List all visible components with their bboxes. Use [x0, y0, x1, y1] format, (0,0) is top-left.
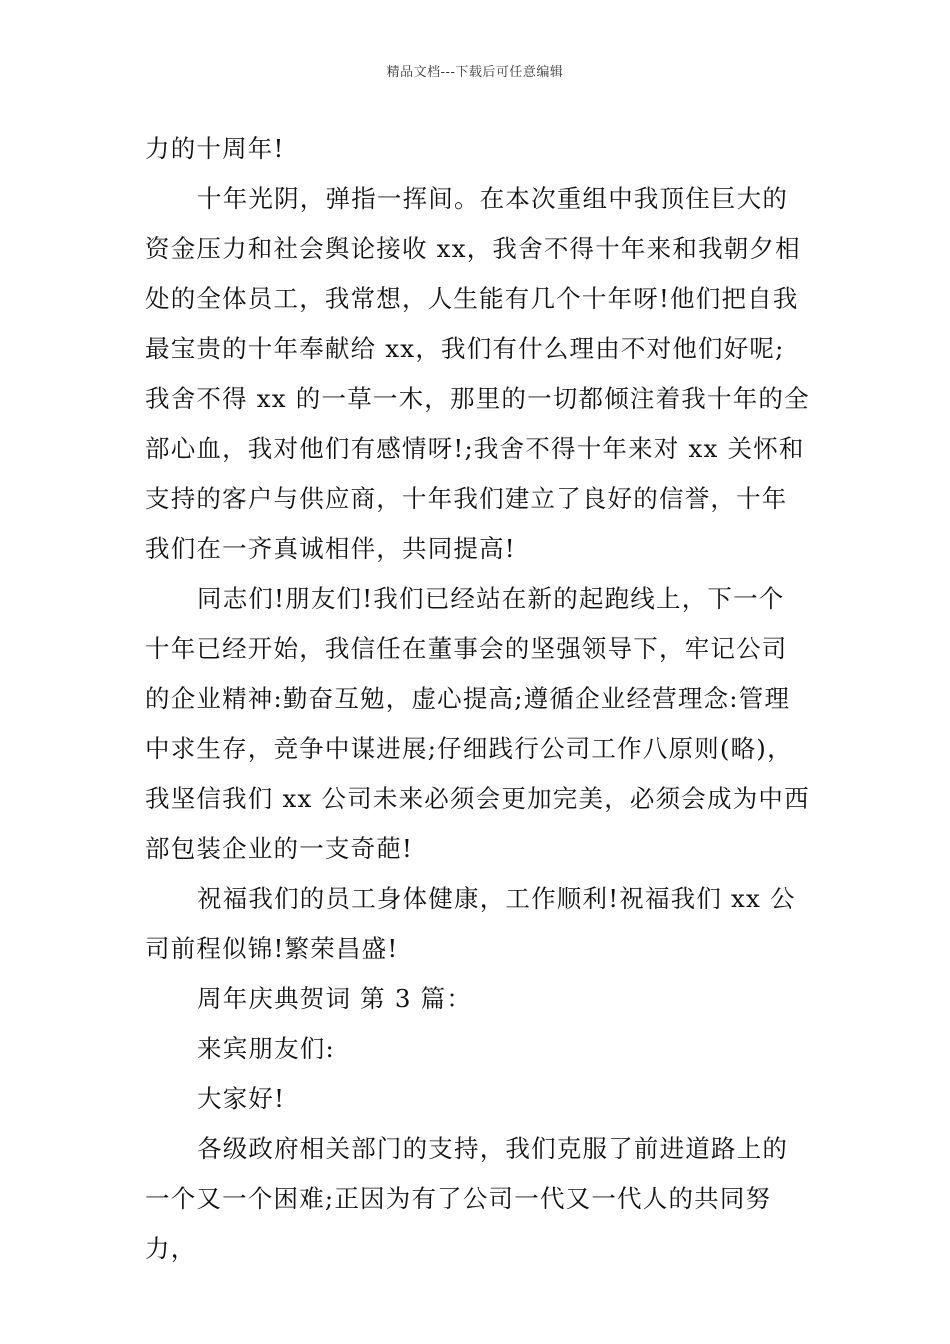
- paragraph-3: 同志们!朋友们!我们已经站在新的起跑线上，下一个十年已经开始，我信任在董事会的坚强领导下，牢记公司的企业精神:勤奋互勉，虚心提高;遵循企业经营理念:管理中求生存，竞争中谋进展;仔细践行公司工作八原则(略)，我坚信我们 xx 公司未来必须会更加完美，必须会成为中西部包装企业的一支奇葩!: [145, 584, 810, 863]
- paragraph-1: 力的十周年!: [145, 134, 285, 163]
- section-heading: 周年庆典贺词 第 3 篇：: [197, 984, 473, 1013]
- page-header: 精品文档---下载后可任意编辑: [386, 65, 564, 80]
- greeting: 大家好!: [197, 1084, 286, 1113]
- document-body: [145, 124, 810, 1274]
- paragraph-5: 各级政府相关部门的支持，我们克服了前进道路上的一个又一个困难;正因为有了公司一代又一代人的共同努力，: [145, 1134, 789, 1263]
- salutation: 来宾朋友们:: [197, 1034, 335, 1063]
- paragraph-4: 祝福我们的员工身体健康，工作顺利!祝福我们 xx 公司前程似锦!繁荣昌盛!: [145, 884, 796, 963]
- paragraph-2: 十年光阴，弹指一挥间。在本次重组中我顶住巨大的资金压力和社会舆论接收 xx，我舍不得十年来和我朝夕相处的全体员工，我常想，人生能有几个十年呀!他们把自我最宝贵的十年奉献给 xx，我们有什么理由不对他们好呢;我舍不得 xx 的一草一木，那里的一切都倾注着我十年的全部心血，我对他们有感情呀!;我舍不得十年来对 xx 关怀和支持的客户与供应商，十年我们建立了良好的信誉，十年我们在一齐真诚相伴，共同提高!: [145, 184, 810, 563]
